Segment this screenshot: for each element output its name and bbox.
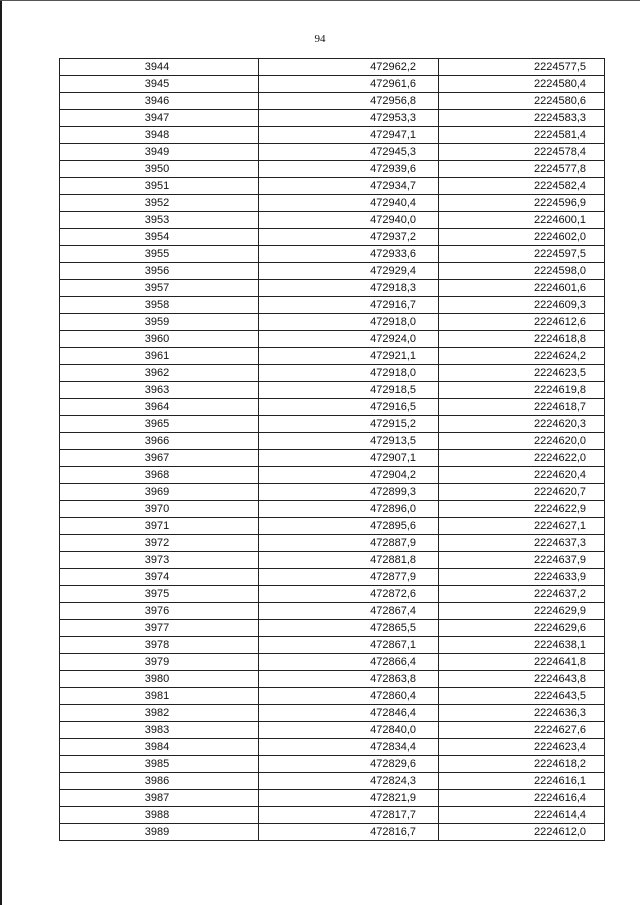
x-coordinate-cell: 472915,2: [259, 416, 439, 433]
point-number-cell: 3989: [60, 824, 259, 841]
y-coordinate-cell: 2224578,4: [439, 144, 605, 161]
point-number-cell: 3961: [60, 348, 259, 365]
point-number-cell: 3965: [60, 416, 259, 433]
x-coordinate-cell: 472895,6: [259, 518, 439, 535]
y-coordinate-cell: 2224620,7: [439, 484, 605, 501]
y-coordinate-cell: 2224609,3: [439, 297, 605, 314]
y-coordinate-cell: 2224616,4: [439, 790, 605, 807]
point-number-cell: 3955: [60, 246, 259, 263]
table-row: [60, 178, 605, 195]
table-row: [60, 467, 605, 484]
y-coordinate-cell: 2224637,3: [439, 535, 605, 552]
table-row: [60, 246, 605, 263]
point-number-cell: 3985: [60, 756, 259, 773]
table-row: [60, 722, 605, 739]
point-number-cell: 3957: [60, 280, 259, 297]
page-number: 94: [314, 33, 326, 45]
table-row: [60, 263, 605, 280]
table-row: [60, 807, 605, 824]
point-number-cell: 3948: [60, 127, 259, 144]
x-coordinate-cell: 472887,9: [259, 535, 439, 552]
point-number-cell: 3944: [60, 59, 259, 76]
table-row: [60, 348, 605, 365]
x-coordinate-cell: 472918,0: [259, 365, 439, 382]
y-coordinate-cell: 2224577,8: [439, 161, 605, 178]
point-number-cell: 3953: [60, 212, 259, 229]
table-row: [60, 739, 605, 756]
y-coordinate-cell: 2224602,0: [439, 229, 605, 246]
y-coordinate-cell: 2224638,1: [439, 637, 605, 654]
point-number-cell: 3966: [60, 433, 259, 450]
point-number-cell: 3951: [60, 178, 259, 195]
point-number-cell: 3958: [60, 297, 259, 314]
point-number-cell: 3950: [60, 161, 259, 178]
y-coordinate-cell: 2224581,4: [439, 127, 605, 144]
table-row: [60, 229, 605, 246]
x-coordinate-cell: 472834,4: [259, 739, 439, 756]
x-coordinate-cell: 472945,3: [259, 144, 439, 161]
x-coordinate-cell: 472872,6: [259, 586, 439, 603]
x-coordinate-cell: 472877,9: [259, 569, 439, 586]
point-number-cell: 3983: [60, 722, 259, 739]
x-coordinate-cell: 472846,4: [259, 705, 439, 722]
y-coordinate-cell: 2224627,1: [439, 518, 605, 535]
point-number-cell: 3946: [60, 93, 259, 110]
x-coordinate-cell: 472924,0: [259, 331, 439, 348]
y-coordinate-cell: 2224627,6: [439, 722, 605, 739]
table-row: [60, 280, 605, 297]
y-coordinate-cell: 2224600,1: [439, 212, 605, 229]
x-coordinate-cell: 472934,7: [259, 178, 439, 195]
point-number-cell: 3947: [60, 110, 259, 127]
x-coordinate-cell: 472929,4: [259, 263, 439, 280]
point-number-cell: 3977: [60, 620, 259, 637]
y-coordinate-cell: 2224643,8: [439, 671, 605, 688]
x-coordinate-cell: 472916,7: [259, 297, 439, 314]
y-coordinate-cell: 2224637,2: [439, 586, 605, 603]
point-number-cell: 3978: [60, 637, 259, 654]
table-row: [60, 161, 605, 178]
scan-edge-left: [0, 0, 2, 905]
point-number-cell: 3960: [60, 331, 259, 348]
table-row: [60, 620, 605, 637]
point-number-cell: 3954: [60, 229, 259, 246]
y-coordinate-cell: 2224618,8: [439, 331, 605, 348]
y-coordinate-cell: 2224622,9: [439, 501, 605, 518]
y-coordinate-cell: 2224620,0: [439, 433, 605, 450]
x-coordinate-cell: 472961,6: [259, 76, 439, 93]
point-number-cell: 3964: [60, 399, 259, 416]
x-coordinate-cell: 472956,8: [259, 93, 439, 110]
y-coordinate-cell: 2224620,3: [439, 416, 605, 433]
table-row: [60, 790, 605, 807]
y-coordinate-cell: 2224619,8: [439, 382, 605, 399]
point-number-cell: 3956: [60, 263, 259, 280]
x-coordinate-cell: 472937,2: [259, 229, 439, 246]
table-row: [60, 637, 605, 654]
x-coordinate-cell: 472918,0: [259, 314, 439, 331]
point-number-cell: 3967: [60, 450, 259, 467]
table-row: [60, 688, 605, 705]
table-row: [60, 705, 605, 722]
table-row: [60, 433, 605, 450]
x-coordinate-cell: 472940,4: [259, 195, 439, 212]
point-number-cell: 3973: [60, 552, 259, 569]
point-number-cell: 3976: [60, 603, 259, 620]
point-number-cell: 3972: [60, 535, 259, 552]
x-coordinate-cell: 472860,4: [259, 688, 439, 705]
point-number-cell: 3970: [60, 501, 259, 518]
point-number-cell: 3952: [60, 195, 259, 212]
table-row: [60, 603, 605, 620]
table-row: [60, 586, 605, 603]
x-coordinate-cell: 472921,1: [259, 348, 439, 365]
point-number-cell: 3980: [60, 671, 259, 688]
x-coordinate-cell: 472840,0: [259, 722, 439, 739]
table-row: [60, 212, 605, 229]
table-row: [60, 773, 605, 790]
y-coordinate-cell: 2224618,2: [439, 756, 605, 773]
table-row: [60, 127, 605, 144]
y-coordinate-cell: 2224641,8: [439, 654, 605, 671]
y-coordinate-cell: 2224598,0: [439, 263, 605, 280]
x-coordinate-cell: 472867,1: [259, 637, 439, 654]
x-coordinate-cell: 472816,7: [259, 824, 439, 841]
x-coordinate-cell: 472821,9: [259, 790, 439, 807]
y-coordinate-cell: 2224643,5: [439, 688, 605, 705]
y-coordinate-cell: 2224612,6: [439, 314, 605, 331]
table-row: [60, 416, 605, 433]
table-row: [60, 569, 605, 586]
y-coordinate-cell: 2224597,5: [439, 246, 605, 263]
point-number-cell: 3971: [60, 518, 259, 535]
x-coordinate-cell: 472913,5: [259, 433, 439, 450]
y-coordinate-cell: 2224596,9: [439, 195, 605, 212]
point-number-cell: 3981: [60, 688, 259, 705]
x-coordinate-cell: 472899,3: [259, 484, 439, 501]
point-number-cell: 3986: [60, 773, 259, 790]
x-coordinate-cell: 472824,3: [259, 773, 439, 790]
y-coordinate-cell: 2224580,6: [439, 93, 605, 110]
x-coordinate-cell: 472863,8: [259, 671, 439, 688]
x-coordinate-cell: 472881,8: [259, 552, 439, 569]
table-row: [60, 450, 605, 467]
y-coordinate-cell: 2224629,6: [439, 620, 605, 637]
point-number-cell: 3987: [60, 790, 259, 807]
x-coordinate-cell: 472865,5: [259, 620, 439, 637]
point-number-cell: 3982: [60, 705, 259, 722]
point-number-cell: 3963: [60, 382, 259, 399]
y-coordinate-cell: 2224583,3: [439, 110, 605, 127]
table-row: [60, 824, 605, 841]
point-number-cell: 3984: [60, 739, 259, 756]
table-row: [60, 59, 605, 76]
table-row: [60, 144, 605, 161]
x-coordinate-cell: 472918,3: [259, 280, 439, 297]
y-coordinate-cell: 2224616,1: [439, 773, 605, 790]
table-row: [60, 654, 605, 671]
table-row: [60, 501, 605, 518]
x-coordinate-cell: 472953,3: [259, 110, 439, 127]
table-row: [60, 399, 605, 416]
x-coordinate-cell: 472896,0: [259, 501, 439, 518]
x-coordinate-cell: 472933,6: [259, 246, 439, 263]
x-coordinate-cell: 472907,1: [259, 450, 439, 467]
y-coordinate-cell: 2224577,5: [439, 59, 605, 76]
table-row: [60, 110, 605, 127]
table-row: [60, 297, 605, 314]
y-coordinate-cell: 2224629,9: [439, 603, 605, 620]
point-number-cell: 3975: [60, 586, 259, 603]
y-coordinate-cell: 2224636,3: [439, 705, 605, 722]
x-coordinate-cell: 472947,1: [259, 127, 439, 144]
y-coordinate-cell: 2224624,2: [439, 348, 605, 365]
table-row: [60, 365, 605, 382]
x-coordinate-cell: 472867,4: [259, 603, 439, 620]
y-coordinate-cell: 2224612,0: [439, 824, 605, 841]
y-coordinate-cell: 2224637,9: [439, 552, 605, 569]
y-coordinate-cell: 2224614,4: [439, 807, 605, 824]
point-number-cell: 3988: [60, 807, 259, 824]
x-coordinate-cell: 472866,4: [259, 654, 439, 671]
table-row: [60, 314, 605, 331]
point-number-cell: 3949: [60, 144, 259, 161]
x-coordinate-cell: 472939,6: [259, 161, 439, 178]
x-coordinate-cell: 472904,2: [259, 467, 439, 484]
point-number-cell: 3968: [60, 467, 259, 484]
x-coordinate-cell: 472829,6: [259, 756, 439, 773]
point-number-cell: 3962: [60, 365, 259, 382]
table-row: [60, 552, 605, 569]
y-coordinate-cell: 2224582,4: [439, 178, 605, 195]
x-coordinate-cell: 472962,2: [259, 59, 439, 76]
table-row: [60, 76, 605, 93]
y-coordinate-cell: 2224623,5: [439, 365, 605, 382]
table-row: [60, 484, 605, 501]
x-coordinate-cell: 472940,0: [259, 212, 439, 229]
table-row: [60, 331, 605, 348]
y-coordinate-cell: 2224580,4: [439, 76, 605, 93]
y-coordinate-cell: 2224620,4: [439, 467, 605, 484]
y-coordinate-cell: 2224618,7: [439, 399, 605, 416]
table-row: [60, 195, 605, 212]
point-number-cell: 3959: [60, 314, 259, 331]
x-coordinate-cell: 472817,7: [259, 807, 439, 824]
table-row: [60, 93, 605, 110]
coordinates-table: [59, 58, 605, 841]
table-row: [60, 382, 605, 399]
x-coordinate-cell: 472918,5: [259, 382, 439, 399]
point-number-cell: 3969: [60, 484, 259, 501]
point-number-cell: 3979: [60, 654, 259, 671]
point-number-cell: 3974: [60, 569, 259, 586]
table-row: [60, 518, 605, 535]
y-coordinate-cell: 2224601,6: [439, 280, 605, 297]
y-coordinate-cell: 2224623,4: [439, 739, 605, 756]
y-coordinate-cell: 2224633,9: [439, 569, 605, 586]
y-coordinate-cell: 2224622,0: [439, 450, 605, 467]
table-row: [60, 756, 605, 773]
coordinates-table-body: [60, 59, 605, 841]
x-coordinate-cell: 472916,5: [259, 399, 439, 416]
table-row: [60, 671, 605, 688]
point-number-cell: 3945: [60, 76, 259, 93]
scan-edge-top: [0, 0, 640, 1]
table-row: [60, 535, 605, 552]
